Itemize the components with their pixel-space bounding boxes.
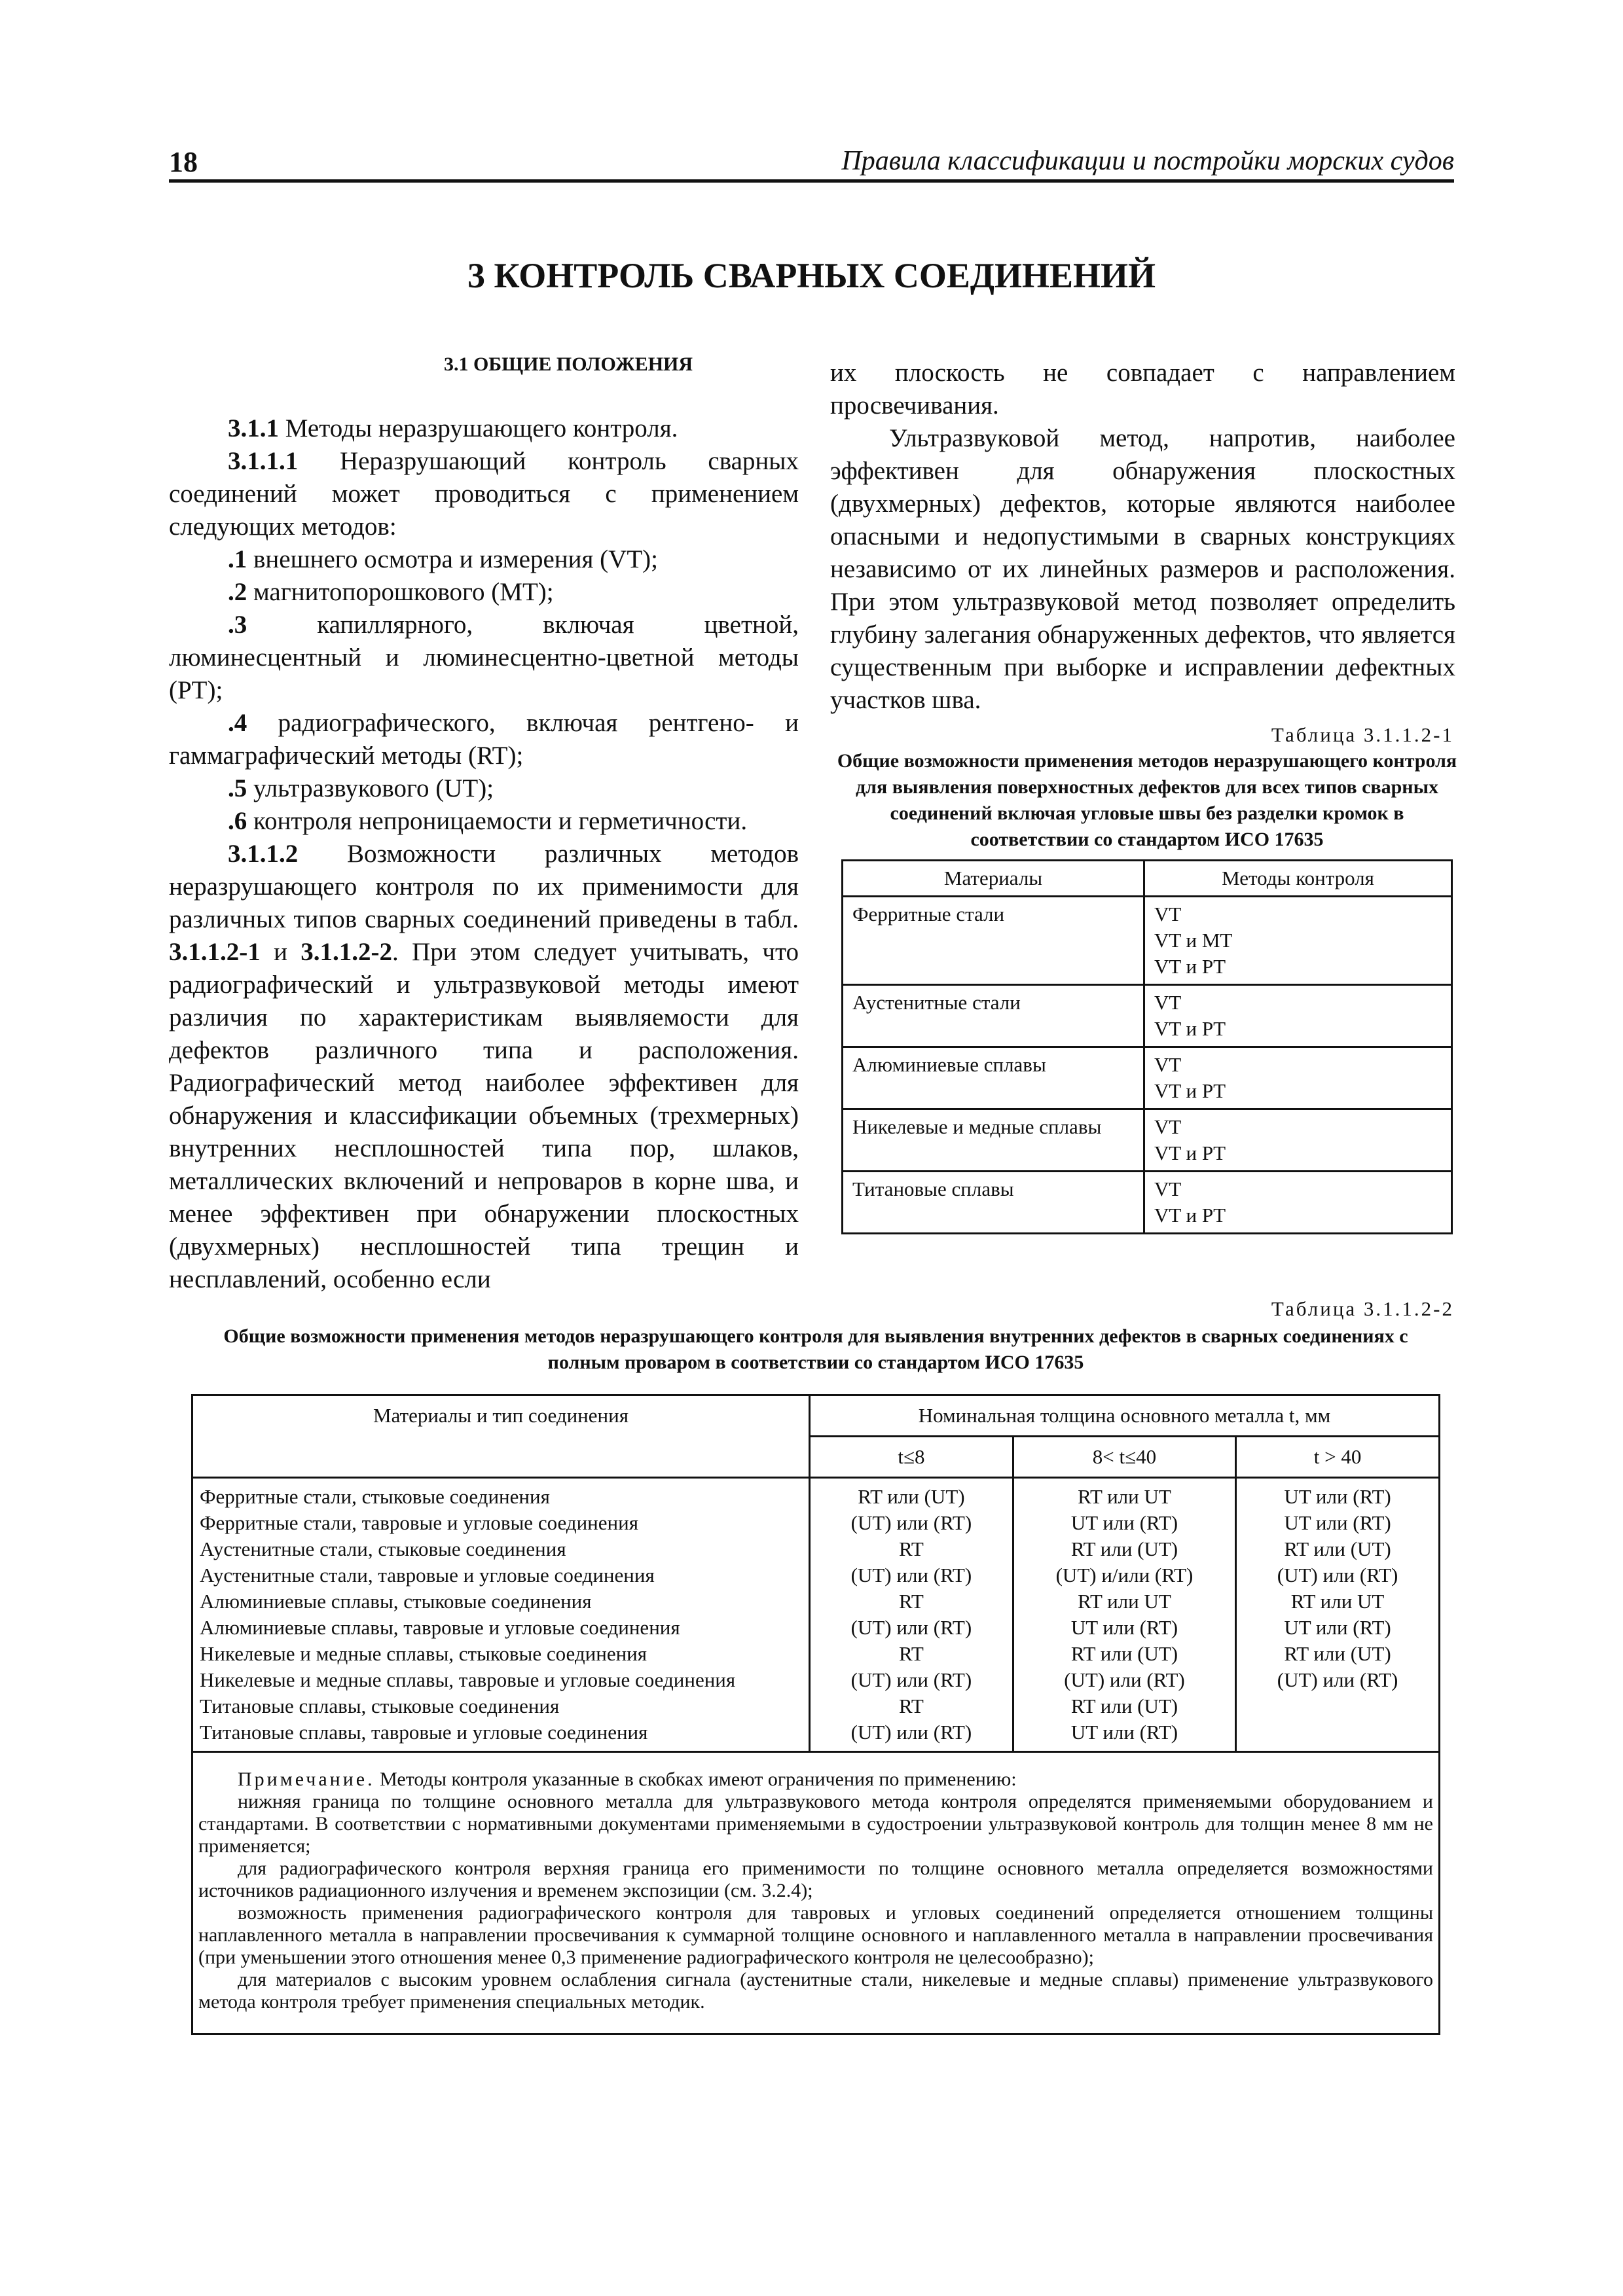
method-item: .4 радиографического, включая рентгено- и гаммаграфический методы (RT); bbox=[169, 709, 799, 770]
chapter-title: 3 КОНТРОЛЬ СВАРНЫХ СОЕДИНЕНИЙ bbox=[467, 256, 1156, 295]
note-item: возможность применения радиографического контроля для тавровых и угловых соединений определяется отношением толщины наплавленного металла в направлении просвечивания к суммарной толщине основного и наплавленного металла в направлении просвечивания (при уменьшении этого отношения менее 0,3 применение радиографического контроля не целесообразно); bbox=[198, 1902, 1433, 1968]
table2-header-material: Материалы и тип соединения bbox=[192, 1395, 810, 1478]
table1-material: Ферритные стали bbox=[843, 897, 1144, 985]
note-label: Примечание. bbox=[238, 1768, 375, 1790]
method-item: .2 магнитопорошкового (MT); bbox=[228, 578, 554, 606]
method-item: .3 капиллярного, включая цветной, люминесцентный и люминесцентно-цветной методы (PT); bbox=[169, 611, 799, 704]
table-row bbox=[843, 1172, 1452, 1234]
note-item: для радиографического контроля верхняя граница его применимости по толщине основного металла определяется возможностями источников радиационного излучения и временем экспозиции (см. 3.2.4); bbox=[198, 1857, 1433, 1901]
table1-header-materials: Материалы bbox=[843, 861, 1144, 897]
table2-labels bbox=[192, 1478, 810, 1752]
row-label: Ферритные стали, тавровые и угловые соединения bbox=[200, 1511, 638, 1534]
table-row bbox=[843, 897, 1452, 985]
table2-col-thin: RT или (UT) (UT) или (RT) RT (UT) или (RT) RT (UT) или (RT) RT (UT) или (RT) RT (UT) или (RT) bbox=[810, 1478, 1013, 1752]
row-label: Аустенитные стали, тавровые и угловые соединения bbox=[200, 1564, 655, 1587]
row-label: Никелевые и медные сплавы, тавровые и угловые соединения bbox=[200, 1668, 736, 1691]
table2-title: Общие возможности применения методов неразрушающего контроля для выявления внутренних дефектов в сварных соединениях с полным проваром в соответствии со стандартом ИСО 17635 bbox=[223, 1325, 1408, 1373]
table1-material: Никелевые и медные сплавы bbox=[843, 1109, 1144, 1172]
paragraph-continued: их плоскость не совпадает с направлением просвечивания. bbox=[830, 359, 1455, 420]
page-number: 18 bbox=[169, 146, 198, 178]
table-row bbox=[843, 1047, 1452, 1109]
table1-methods: VT VT и PT bbox=[1144, 1172, 1452, 1234]
table2-col-mid: RT или UT UT или (RT) RT или (UT) (UT) и/или (RT) RT или UT UT или (RT) RT или (UT) (UT) или (RT) RT или (UT) UT или (RT) bbox=[1013, 1478, 1235, 1752]
table2-subheader: t≤8 bbox=[810, 1437, 1013, 1478]
table-row bbox=[843, 985, 1452, 1047]
paragraph-3-1-1-2: 3.1.1.2 Возможности различных методов неразрушающего контроля по их применимости для различных типов сварных соединений приведены в табл. 3.1.1.2-1 и 3.1.1.2-2. При этом следует учитывать, что радиографический и ультразвуковой методы имеют различия по характеристикам выявляемости для дефектов различного типа и расположения. Радиографический метод наиболее эффективен для обнаружения и классификации объемных (трехмерных) внутренних несплошностей типа пор, шлаков, металлических включений и непроваров в корне шва, и менее эффективен при обнаружении плоскостных (двухмерных) несплошностей типа трещин и несплавлений, особенно если bbox=[169, 840, 799, 1293]
note-item: для материалов с высоким уровнем ослабления сигнала (аустенитные стали, никелевые и медные сплавы) применение ультразвукового метода контроля требует применения специальных методик. bbox=[198, 1969, 1433, 2013]
table1-header-methods: Методы контроля bbox=[1144, 861, 1452, 897]
table1-material: Титановые сплавы bbox=[843, 1172, 1144, 1234]
method-item: .6 контроля непроницаемости и герметичности. bbox=[228, 807, 748, 835]
table2-col-thick: UT или (RT) UT или (RT) RT или (UT) (UT) или (RT) RT или UT UT или (RT) RT или (UT) (UT) или (RT) bbox=[1236, 1478, 1440, 1752]
table2-subheader: 8< t≤40 bbox=[1013, 1437, 1235, 1478]
table1 bbox=[841, 859, 1453, 1234]
row-label: Ферритные стали, стыковые соединения bbox=[200, 1485, 550, 1508]
running-title: Правила классификации и постройки морских судов bbox=[841, 146, 1454, 176]
header-rule bbox=[169, 179, 1454, 183]
row-label: Титановые сплавы, стыковые соединения bbox=[200, 1695, 560, 1717]
row-label: Титановые сплавы, тавровые и угловые соединения bbox=[200, 1721, 648, 1744]
row-label: Аустенитные стали, стыковые соединения bbox=[200, 1537, 566, 1560]
table2-note: Примечание. Методы контроля указанные в скобках имеют ограничения по применению: нижняя граница по толщине основного металла для ультразвукового метода контроля определятся применяемыми оборудованием и стандартами. В соответствии с нормативными документами применяемыми в судостроении ультразвуковой контроль для толщин менее 8 мм не применяется; для радиографического контроля верхняя граница его применимости по толщине основного металла определяется возможностями источников радиационного излучения и временем экспозиции (см. 3.2.4); возможность применения радиографического контроля для тавровых и угловых соединений определяется отношением толщины наплавленного металла в направлении просвечивания к суммарной толщине основного и наплавленного металла в направлении просвечивания (при уменьшении этого отношения менее 0,3 применение радиографического контроля не целесообразно); для материалов с высоким уровнем ослабления сигнала (аустенитные стали, никелевые и медные сплавы) применение ультразвукового метода контроля требует применения специальных методик. bbox=[192, 1752, 1440, 2034]
table1-material: Алюминиевые сплавы bbox=[843, 1047, 1144, 1109]
method-item: .1 внешнего осмотра и измерения (VT); bbox=[228, 545, 658, 573]
section-title: 3.1 ОБЩИЕ ПОЛОЖЕНИЯ bbox=[443, 353, 693, 375]
table-row bbox=[843, 1109, 1452, 1172]
right-column bbox=[830, 357, 1455, 717]
table2-subheader: t > 40 bbox=[1236, 1437, 1440, 1478]
table1-methods: VT VT и MT VT и PT bbox=[1144, 897, 1452, 985]
method-item: .5 ультразвукового (UT); bbox=[228, 774, 494, 802]
row-label: Алюминиевые сплавы, тавровые и угловые соединения bbox=[200, 1616, 680, 1639]
table1-caption: Таблица 3.1.1.2-1 bbox=[1271, 723, 1454, 746]
row-label: Алюминиевые сплавы, стыковые соединения bbox=[200, 1590, 592, 1613]
table2-caption: Таблица 3.1.1.2-2 bbox=[1271, 1297, 1454, 1320]
table1-title: Общие возможности применения методов неразрушающего контроля для выявления поверхностных дефектов для всех типов сварных соединений включая угловые швы без разделки кромок в соответствии со стандартом ИСО 17635 bbox=[837, 750, 1457, 850]
table2-header-thickness: Номинальная толщина основного металла t, мм bbox=[810, 1395, 1440, 1437]
note-item: нижняя граница по толщине основного металла для ультразвукового метода контроля определятся применяемыми оборудованием и стандартами. В соответствии с нормативными документами применяемыми в судостроении ультразвуковой контроль для толщин менее 8 мм не применяется; bbox=[198, 1791, 1433, 1857]
left-column bbox=[169, 412, 799, 1296]
table1-methods: VT VT и PT bbox=[1144, 1109, 1452, 1172]
paragraph-ultrasonic: Ультразвуковой метод, напротив, наиболее эффективен для обнаружения плоскостных (двухмерных) дефектов, которые являются наиболее опасными и недопустимыми в сварных конструкциях независимо от их линейных размеров и расположения. При этом ультразвуковой метод позволяет определить глубину залегания обнаруженных дефектов, что является существенным при выборке и исправлении дефектных участков шва. bbox=[830, 424, 1455, 714]
table1-methods: VT VT и PT bbox=[1144, 1047, 1452, 1109]
table1-material: Аустенитные стали bbox=[843, 985, 1144, 1047]
table1-methods: VT VT и PT bbox=[1144, 985, 1452, 1047]
paragraph-3-1-1: 3.1.1 Методы неразрушающего контроля. bbox=[228, 414, 678, 442]
row-label: Никелевые и медные сплавы, стыковые соединения bbox=[200, 1642, 647, 1665]
table-body bbox=[192, 1478, 1440, 1752]
paragraph-3-1-1-1: 3.1.1.1 Неразрушающий контроль сварных соединений может проводиться с применением следующих методов: bbox=[169, 447, 799, 541]
table2 bbox=[191, 1394, 1440, 2035]
